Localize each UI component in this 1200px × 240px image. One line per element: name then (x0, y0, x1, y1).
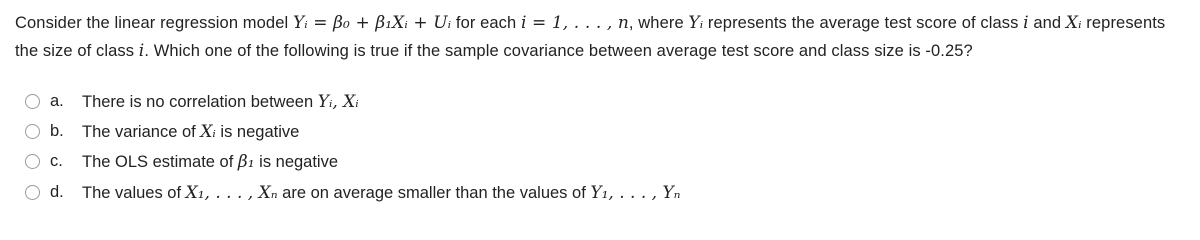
x-variable: Xᵢ (1065, 13, 1082, 33)
class-index: i (1023, 13, 1029, 33)
option-text-part: There is no correlation between (82, 93, 318, 111)
option-text-part: The OLS estimate of (82, 153, 238, 171)
option-d[interactable] (24, 179, 1184, 209)
regression-model-formula: Yᵢ = β₀ + β₁Xᵢ + Uᵢ (292, 13, 452, 33)
option-text (82, 152, 338, 172)
option-text (82, 122, 299, 142)
question-part: . Which one of the following is true if the sample covariance between average test score and class size is -0.25? (144, 42, 973, 60)
question-part: Consider the linear regression model (15, 14, 293, 32)
option-text-part: is negative (254, 153, 339, 171)
index-range-formula: i = 1, . . . , n (521, 13, 629, 33)
option-text-part: The values of (82, 184, 186, 202)
radio-button[interactable] (25, 154, 40, 169)
radio-button[interactable] (25, 94, 40, 109)
option-b[interactable] (24, 118, 1184, 148)
option-formula: Xᵢ (200, 122, 216, 142)
option-text (82, 92, 359, 112)
option-letter: c. (50, 152, 63, 170)
question-part: represents the size of class (15, 14, 1166, 60)
option-c[interactable] (24, 148, 1184, 178)
option-formula: X₁, . . . , Xₙ (185, 183, 278, 203)
radio-button[interactable] (25, 185, 40, 200)
option-text (82, 183, 681, 203)
option-letter: b. (50, 122, 64, 140)
y-variable: Yᵢ (688, 13, 704, 33)
option-formula: Yᵢ, Xᵢ (317, 92, 359, 112)
question-part: , where (628, 14, 689, 32)
option-text-part: is negative (215, 123, 300, 141)
option-letter: a. (50, 92, 64, 110)
radio-button[interactable] (25, 124, 40, 139)
option-letter: d. (50, 183, 64, 201)
option-formula: β₁ (237, 152, 255, 172)
option-text-part: are on average smaller than the values of (277, 184, 591, 202)
question-part: for each (451, 14, 521, 32)
class-index: i (138, 41, 145, 61)
question-part: represents the average test score of class (703, 14, 1024, 32)
question-text (15, 9, 1190, 65)
option-formula: Y₁, . . . , Yₙ (590, 183, 681, 203)
question-part: and (1028, 14, 1066, 32)
option-a[interactable] (24, 88, 1184, 118)
option-text-part: The variance of (82, 123, 201, 141)
